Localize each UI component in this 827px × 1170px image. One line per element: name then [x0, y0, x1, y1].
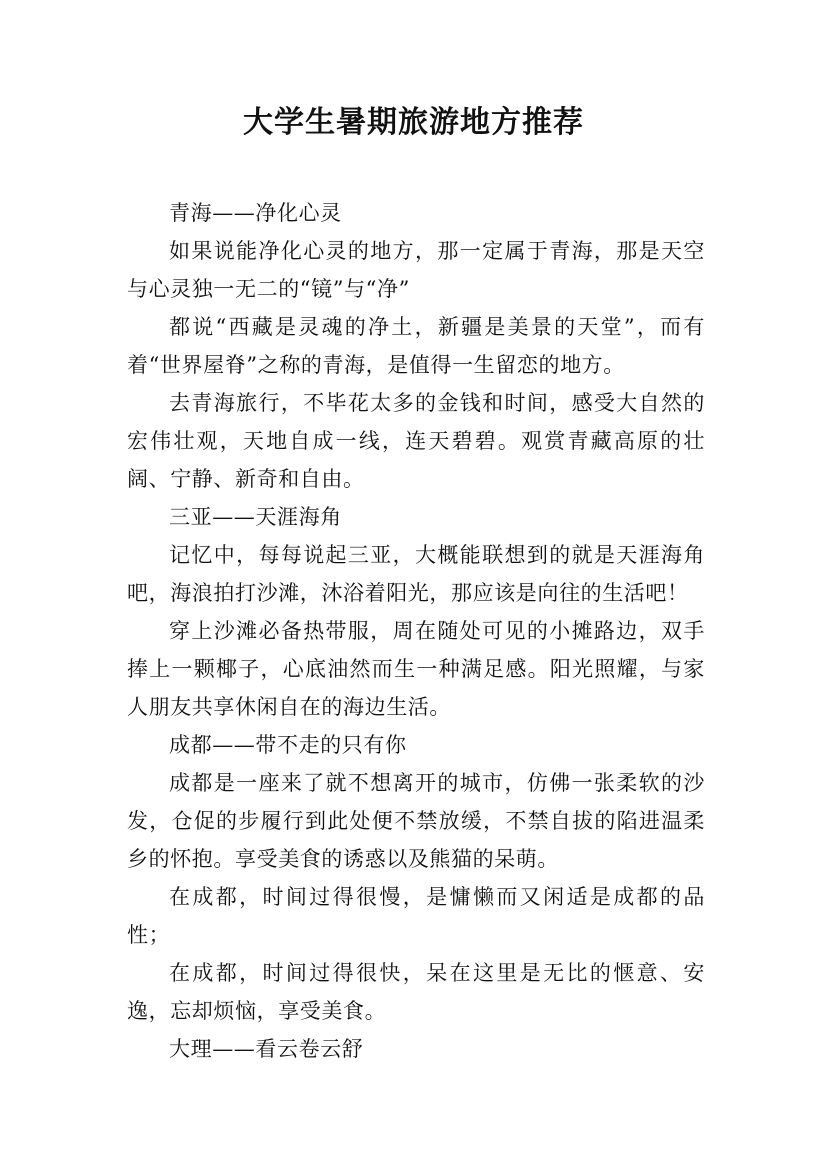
paragraph: 记忆中，每每说起三亚，大概能联想到的就是天涯海角吧，海浪拍打沙滩，沐浴着阳光，那应该是向往的生活吧！ [127, 543, 705, 605]
document-body [127, 194, 705, 1068]
section-heading-qinghai: 青海——净化心灵 [169, 201, 342, 225]
section-heading-chengdu: 成都——带不走的只有你 [169, 733, 407, 757]
paragraph: 如果说能净化心灵的地方，那一定属于青海，那是天空与心灵独一无二的“镜”与“净” [127, 239, 705, 301]
section-heading-dali: 大理——看云卷云舒 [169, 1037, 364, 1061]
paragraph: 在成都，时间过得很慢，是慵懒而又闲适是成都的品性； [127, 885, 705, 947]
document-title: 大学生暑期旅游地方推荐 [243, 105, 584, 140]
paragraph: 在成都，时间过得很快，呆在这里是无比的惬意、安逸，忘却烦恼，享受美食。 [127, 961, 705, 1023]
paragraph: 穿上沙滩必备热带服，周在随处可见的小摊路边，双手捧上一颗椰子，心底油然而生一种满足感。阳光照耀，与家人朋友共享休闲自在的海边生活。 [127, 619, 705, 719]
section-heading-sanya: 三亚——天涯海角 [169, 505, 342, 529]
paragraph: 成都是一座来了就不想离开的城市，仿佛一张柔软的沙发，仓促的步履行到此处便不禁放缓，不禁自拔的陷进温柔乡的怀抱。享受美食的诱惑以及熊猫的呆萌。 [127, 771, 705, 871]
paragraph: 去青海旅行，不毕花太多的金钱和时间，感受大自然的宏伟壮观，天地自成一线，连天碧碧。观赏青藏高原的壮阔、宁静、新奇和自由。 [127, 391, 705, 491]
paragraph: 都说“西藏是灵魂的净土，新疆是美景的天堂”，而有着“世界屋脊”之称的青海，是值得一生留恋的地方。 [127, 315, 705, 377]
